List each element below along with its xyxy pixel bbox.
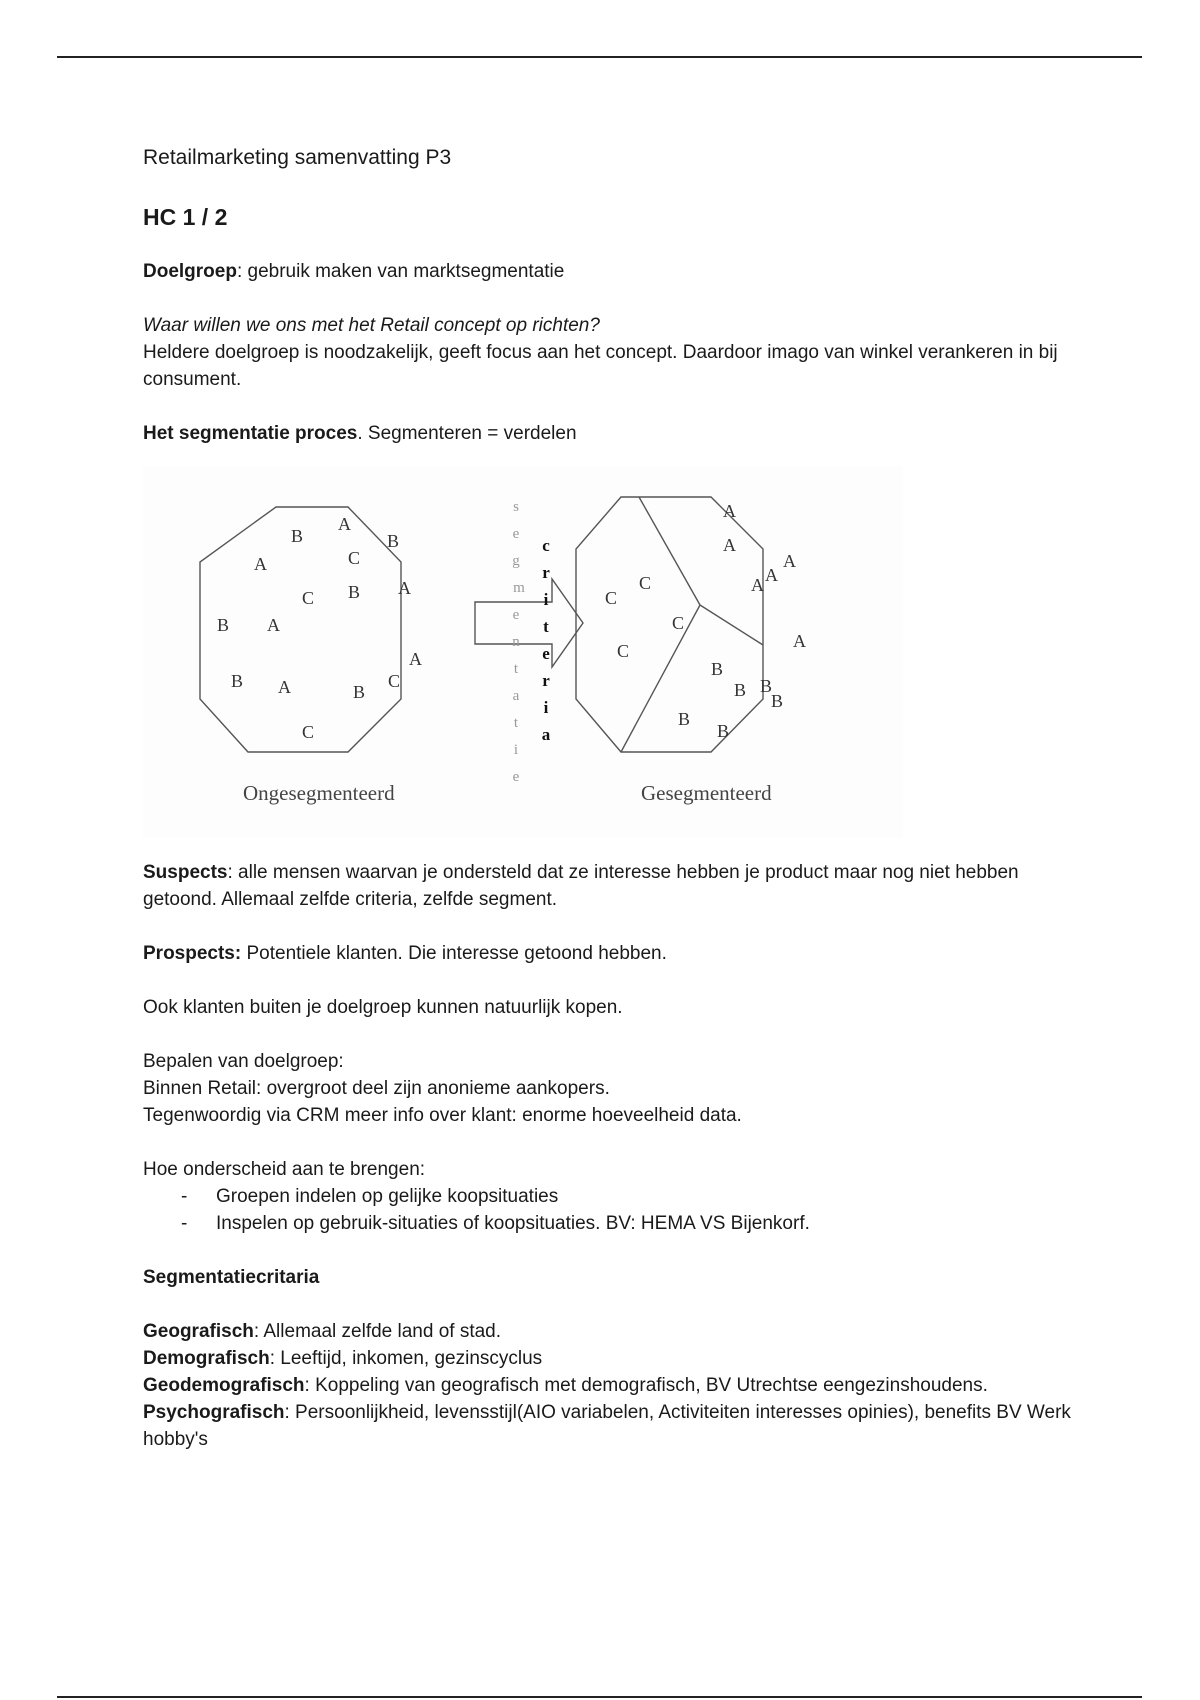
letter: A <box>398 578 411 598</box>
prospects-paragraph <box>143 940 1093 967</box>
letter: B <box>734 680 747 700</box>
doelgroep-text: : gebruik maken van marktsegmentatie <box>236 261 565 282</box>
letter: A <box>254 554 267 574</box>
header-rule <box>57 56 1142 58</box>
letter: B <box>717 721 730 741</box>
letter: B <box>771 691 784 711</box>
letter: C <box>605 588 618 608</box>
criteria-geografisch <box>143 1318 1093 1345</box>
letter: B <box>217 615 230 635</box>
bepalen-line-2: Binnen Retail: overgroot deel zijn anonieme aankopers. <box>143 1078 610 1099</box>
letter: C <box>302 588 315 608</box>
criteria-text: : Leeftijd, inkomen, gezinscyclus <box>269 1348 543 1369</box>
letter: t <box>513 715 519 731</box>
letter: C <box>617 641 630 661</box>
letter: B <box>760 676 773 696</box>
list-item: - Inspelen op gebruik-situaties of koopsituaties. BV: HEMA VS Bijenkorf. <box>143 1210 1093 1237</box>
document-title: Retailmarketing samenvatting P3 <box>143 146 452 169</box>
letter: m <box>513 580 525 596</box>
letter: a <box>512 688 520 704</box>
letter: i <box>543 698 549 717</box>
letter: g <box>512 553 520 569</box>
letter: c <box>542 536 550 555</box>
criteria-text: : Allemaal zelfde land of stad. <box>253 1321 502 1342</box>
document-body <box>143 144 1093 1453</box>
letter: B <box>291 526 304 546</box>
segmentatie-proces-paragraph <box>143 420 1093 447</box>
doelgroep-paragraph <box>143 258 1093 285</box>
letter: e <box>512 769 520 785</box>
vertical-word-criteria <box>542 536 551 744</box>
onderscheid-intro: Hoe onderscheid aan te brengen: <box>143 1159 426 1180</box>
criteria-term: Demografisch <box>143 1348 270 1369</box>
onderscheid-list <box>143 1183 1093 1237</box>
prospects-text: Potentiele klanten. Die interesse getoond hebben. <box>241 943 667 964</box>
letter: s <box>513 499 519 515</box>
letter: B <box>387 531 400 551</box>
letter: C <box>302 722 315 742</box>
bepalen-line-1: Bepalen van doelgroep: <box>143 1051 344 1072</box>
criteria-term: Geografisch <box>143 1321 254 1342</box>
footer-rule <box>57 1696 1142 1698</box>
segmentatie-proces-text: . Segmenteren = verdelen <box>357 423 577 444</box>
left-caption: Ongesegmenteerd <box>243 781 395 805</box>
letter: i <box>543 590 549 609</box>
ook-klanten-paragraph: Ook klanten buiten je doelgroep kunnen natuurlijk kopen. <box>143 997 623 1018</box>
letter: i <box>513 742 519 758</box>
letter: A <box>723 535 736 555</box>
letter: A <box>751 575 764 595</box>
letter: C <box>639 573 652 593</box>
letter: B <box>711 659 724 679</box>
letter: A <box>278 677 291 697</box>
letter: a <box>541 725 551 744</box>
letter: A <box>793 631 806 651</box>
letter: A <box>267 615 280 635</box>
letter: n <box>512 634 520 650</box>
criteria-text: : Persoonlijkheid, levensstijl(AIO variabelen, Activiteiten interesses opinies), benefits BV Werk hobby's <box>143 1402 1071 1450</box>
letter: e <box>512 607 520 623</box>
criteria-demografisch <box>143 1345 1093 1372</box>
segmentatiecriteria-heading <box>143 1264 1093 1291</box>
segmented-letters <box>605 501 806 741</box>
letter: e <box>512 526 520 542</box>
suspects-term: Suspects <box>143 862 228 883</box>
letter: A <box>338 514 351 534</box>
letter: B <box>353 682 366 702</box>
segmentatie-proces-term: Het segmentatie proces <box>143 423 358 444</box>
criteria-term: Psychografisch <box>143 1402 285 1423</box>
letter: t <box>543 617 549 636</box>
suspects-text: : alle mensen waarvan je ondersteld dat ze interesse hebben je product maar nog niet hebben getoond. Allemaal zelfde criteria, zelfde segment. <box>143 862 1019 910</box>
letter: e <box>542 644 550 663</box>
bepalen-line-3: Tegenwoordig via CRM meer info over klant: enorme hoeveelheid data. <box>143 1105 742 1126</box>
letter: B <box>678 709 691 729</box>
segmentatiecriteria-heading-text: Segmentatiecritaria <box>143 1267 320 1288</box>
doelgroep-term: Doelgroep <box>143 261 237 282</box>
letter: B <box>231 671 244 691</box>
list-item: - Groepen indelen op gelijke koopsituaties <box>143 1183 1093 1210</box>
letter: A <box>783 551 796 571</box>
vertical-word-segmentatie <box>512 499 525 785</box>
segmentation-diagram <box>143 467 903 837</box>
segmentation-diagram-svg <box>143 467 903 837</box>
letter: C <box>388 671 401 691</box>
letter: t <box>513 661 519 677</box>
suspects-paragraph <box>143 859 1093 913</box>
criteria-geodemografisch <box>143 1372 1093 1399</box>
letter: A <box>765 565 778 585</box>
criteria-psychografisch <box>143 1399 1093 1453</box>
letter: B <box>348 582 361 602</box>
letter: A <box>723 501 736 521</box>
criteria-term: Geodemografisch <box>143 1375 305 1396</box>
process-arrow <box>475 579 583 667</box>
section-heading: HC 1 / 2 <box>143 204 228 230</box>
letter: r <box>542 563 550 582</box>
right-caption: Gesegmenteerd <box>641 781 772 805</box>
letter: A <box>409 649 422 669</box>
question-line: Waar willen we ons met het Retail concept op richten? <box>143 315 600 336</box>
letter: C <box>672 613 685 633</box>
letter: r <box>542 671 550 690</box>
criteria-text: : Koppeling van geografisch met demografisch, BV Utrechtse eengezinshoudens. <box>304 1375 988 1396</box>
segment-divider-2 <box>621 605 700 752</box>
prospects-term: Prospects: <box>143 943 242 964</box>
question-body: Heldere doelgroep is noodzakelijk, geeft focus aan het concept. Daardoor imago van winkel verankeren in bij consument. <box>143 342 1058 390</box>
letter: C <box>348 548 361 568</box>
segment-divider-3 <box>700 605 763 645</box>
